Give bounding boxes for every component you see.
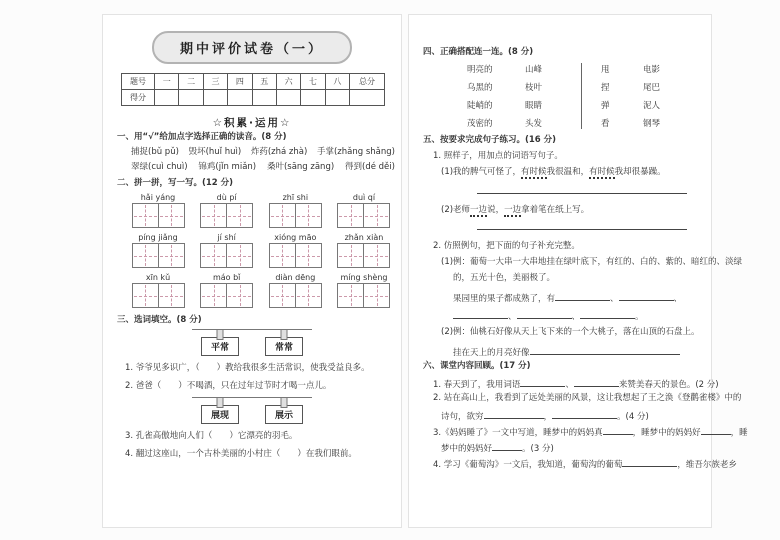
writing-grid <box>335 233 393 268</box>
sentence-part: ，维吾尔族老乡 <box>677 460 737 470</box>
match-item: 甩 <box>601 65 610 75</box>
fill-blank <box>619 291 674 301</box>
match-item: 看 <box>601 119 610 129</box>
s6-q3-line2 <box>441 441 554 455</box>
tianzige-cell <box>158 203 185 228</box>
tianzige-cell <box>269 283 296 308</box>
pinyin-choice-item: 得到(dé děi) <box>345 162 395 172</box>
sentence-part: 来赞美春天的景色。(2 分) <box>618 380 719 390</box>
score-empty-cell <box>155 90 179 106</box>
sentence-part: 梦中的妈妈好 <box>441 444 493 454</box>
tianzige-cell <box>269 203 296 228</box>
sentence-part: 诗句，欲穷 <box>441 412 484 422</box>
match-item: 钢琴 <box>643 119 661 129</box>
section-2-heading: 二、拼一拼，写一写。(12 分) <box>117 178 234 188</box>
sentence-part: ，睡 <box>730 428 748 438</box>
separator: ， <box>543 412 553 422</box>
pinyin-choice-item: 锦鸡(jǐn miǎn) <box>198 162 257 172</box>
tianzige-cell <box>363 283 390 308</box>
tianzige-cell <box>337 283 364 308</box>
tianzige-cell <box>295 283 322 308</box>
pinyin-choice-item: 炸药(zhá zhà) <box>250 147 308 157</box>
fill-sentence-3: 3. 孔雀高傲地向人们（ ）它漂亮的羽毛。 <box>125 431 298 441</box>
match-item: 尾巴 <box>643 83 661 93</box>
score-header-cell: 四 <box>228 74 252 90</box>
pinyin-label: zhǎn xiàn <box>344 233 384 242</box>
score-table <box>121 73 385 106</box>
title-wrap <box>103 31 401 64</box>
word-card: 展现 <box>201 405 239 424</box>
fill-blank <box>701 425 731 435</box>
emphasized-word: 一边 <box>504 205 522 215</box>
tianzige-cell <box>200 243 227 268</box>
word-cards-2 <box>103 405 401 424</box>
page-title: 期中评价试卷（一） <box>152 31 352 64</box>
match-item: 乌黑的 <box>467 83 493 93</box>
match-item: 山峰 <box>525 65 543 75</box>
sentence-part: 果园里的果子都成熟了，有 <box>453 294 556 304</box>
match-groupB-right <box>643 65 699 137</box>
score-table-header-row <box>122 74 385 90</box>
word-cards-1 <box>103 337 401 356</box>
s5-q1-example-2 <box>441 205 589 216</box>
pinyin-choice-item: 手掌(zhǎng shǎng) <box>316 147 395 157</box>
match-item: 泥人 <box>643 101 661 111</box>
separator: 、 <box>565 380 574 390</box>
match-groupB-left <box>601 65 631 137</box>
match-groupA-left <box>467 65 523 137</box>
fill-blank <box>622 457 677 467</box>
section-4-heading: 四、正确搭配连一连。(8 分) <box>423 47 534 57</box>
tianzige-cell <box>132 243 159 268</box>
exam-page-left <box>102 14 402 528</box>
s5-q2-example-1-line2: 的，五光十色，美丽极了。 <box>453 273 556 283</box>
s5-q2-example-1-line1: (1)例：葡萄一大串一大串地挂在绿叶底下，有红的、白的、紫的、暗红的、淡绿 <box>441 257 743 267</box>
sentence-part: ，睡梦中的妈妈好 <box>632 428 701 438</box>
s5-q1-prompt: 1. 照样子，用加点的词语写句子。 <box>433 151 563 161</box>
writing-grid-row-3 <box>129 273 393 308</box>
separator: 、 <box>571 312 581 322</box>
sentence-part: (1)我的脾气可怪了， <box>441 167 522 177</box>
match-divider <box>581 63 582 129</box>
word-card: 展示 <box>265 405 303 424</box>
sentence-part: 1. 春天到了，我用词语 <box>433 380 521 390</box>
score-empty-cell <box>179 90 203 106</box>
tianzige-cell <box>226 203 253 228</box>
fill-blank <box>484 409 544 419</box>
tianzige-cell <box>363 243 390 268</box>
pinyin-label: xióng māo <box>274 233 317 242</box>
fill-sentence-1: 1. 爷爷见多识广，（ ）教给我很多生活常识，使我受益良多。 <box>125 363 370 373</box>
tianzige-cell <box>269 243 296 268</box>
separator: 、 <box>673 294 683 304</box>
tianzige-cell <box>158 243 185 268</box>
fill-blank <box>492 441 522 451</box>
s5-q2-example-2: (2)例：仙桃石好像从天上飞下来的一个大桃子，落在山顶的石盘上。 <box>441 327 700 337</box>
s5-q2-fill-line3 <box>453 345 680 359</box>
match-item: 茂密的 <box>467 119 493 129</box>
tianzige-cell <box>226 243 253 268</box>
writing-grid <box>266 273 324 308</box>
emphasized-word: 有时候 <box>589 167 615 177</box>
tianzige-cell <box>132 283 159 308</box>
sentence-part: 。(3 分) <box>522 444 554 454</box>
pinyin-choice-item: 桑叶(sāng zāng) <box>266 162 335 172</box>
writing-grid <box>129 273 187 308</box>
tianzige-cell <box>200 283 227 308</box>
tianzige-cell <box>158 283 185 308</box>
writing-grid <box>335 193 393 228</box>
writing-grid <box>266 193 324 228</box>
sentence-part: 拿着笔在纸上写。 <box>521 205 590 215</box>
s6-q2-line1: 2. 站在高山上，我看到了远处美丽的风景，这让我想起了王之涣《登鹳雀楼》中的 <box>433 393 742 403</box>
score-header-cell: 三 <box>203 74 227 90</box>
tianzige-cell <box>295 203 322 228</box>
fill-blank <box>574 377 619 387</box>
fill-blank <box>580 309 635 319</box>
score-empty-cell <box>203 90 227 106</box>
pinyin-choice-item: 捕捉(bǔ pǔ) <box>131 147 179 157</box>
fill-sentence-4: 4. 翻过这座山，一个古朴美丽的小村庄（ ）在我们眼前。 <box>125 449 357 459</box>
pinyin-label: zhī shi <box>282 193 309 202</box>
match-item: 头发 <box>525 119 543 129</box>
match-groupA-right <box>525 65 581 137</box>
match-item: 电影 <box>643 65 661 75</box>
s6-q3-line1 <box>433 425 748 439</box>
pinyin-label: píng jiǎng <box>138 233 178 242</box>
writing-grid <box>266 233 324 268</box>
tianzige-cell <box>363 203 390 228</box>
tianzige-cell <box>337 243 364 268</box>
word-card: 常常 <box>265 337 303 356</box>
s5-q2-fill-line1 <box>453 291 682 305</box>
fill-sentence-2: 2. 爸爸（ ）不喝酒，只在过年过节时才喝一点儿。 <box>125 381 332 391</box>
tianzige-cell <box>337 203 364 228</box>
score-header-cell: 八 <box>325 74 349 90</box>
sentence-part: 挂在天上的月亮好像 <box>453 348 530 358</box>
match-item: 眼睛 <box>525 101 543 111</box>
separator: 、 <box>508 312 517 322</box>
tianzige-cell <box>295 243 322 268</box>
emphasized-word: 有时候 <box>521 167 547 177</box>
score-header-cell: 七 <box>301 74 325 90</box>
tianzige-cell <box>200 203 227 228</box>
s6-q2-line2 <box>441 409 649 423</box>
fill-blank <box>517 309 572 319</box>
pinyin-choice-row-2 <box>131 162 395 173</box>
pinyin-choice-row-1 <box>131 147 395 158</box>
score-header-cell: 二 <box>179 74 203 90</box>
score-empty-cell <box>228 90 252 106</box>
fill-blank <box>552 409 617 419</box>
pinyin-label: duì qí <box>352 193 376 202</box>
writing-grid <box>335 273 393 308</box>
pinyin-choice-item: 翠绿(cuì chuì) <box>131 162 188 172</box>
score-empty-cell <box>325 90 349 106</box>
s6-q1 <box>433 377 719 391</box>
separator: 、 <box>610 294 619 304</box>
writing-grid <box>198 193 256 228</box>
pinyin-label: dù pí <box>216 193 237 202</box>
s5-q2-fill-line2 <box>453 309 644 323</box>
writing-grid <box>198 273 256 308</box>
sentence-part: (2)老师 <box>441 205 471 215</box>
fill-blank <box>555 291 610 301</box>
score-header-cell: 五 <box>252 74 276 90</box>
pinyin-label: diàn dēng <box>275 273 316 282</box>
writing-grid <box>129 193 187 228</box>
score-empty-cell <box>252 90 276 106</box>
score-header-cell: 一 <box>155 74 179 90</box>
sentence-part: 说， <box>487 205 505 215</box>
score-label-cell: 得分 <box>122 90 155 106</box>
pinyin-label: jí shí <box>217 233 236 242</box>
score-header-cell: 总分 <box>350 74 385 90</box>
exam-page-right <box>408 14 748 528</box>
answer-line <box>477 229 687 230</box>
score-table-score-row <box>122 90 385 106</box>
s5-q2-prompt: 2. 仿照例句，把下面的句子补充完整。 <box>433 241 580 251</box>
separator: 。 <box>635 312 644 322</box>
match-item: 陡峭的 <box>467 101 493 111</box>
match-item: 捏 <box>601 83 610 93</box>
score-header-cell: 题号 <box>122 74 155 90</box>
emphasized-word: 一边 <box>470 205 488 215</box>
score-header-cell: 六 <box>276 74 300 90</box>
fill-blank <box>530 345 680 355</box>
pinyin-label: máo bǐ <box>212 273 241 282</box>
pinyin-choice-item: 毁坏(huǐ huì) <box>188 147 242 157</box>
sentence-part: 4. 学习《葡萄沟》一文后，我知道，葡萄沟的葡萄 <box>433 460 623 470</box>
s6-q4 <box>433 457 737 471</box>
section-banner: ☆积累·运用☆ <box>212 117 292 129</box>
section-5-heading: 五、按要求完成句子练习。(16 分) <box>423 135 557 145</box>
score-empty-cell <box>350 90 385 106</box>
fill-blank <box>603 425 633 435</box>
match-item: 弹 <box>601 101 610 111</box>
tianzige-cell <box>132 203 159 228</box>
pinyin-label: míng shèng <box>340 273 388 282</box>
score-empty-cell <box>276 90 300 106</box>
sentence-part: 。(4 分) <box>617 412 649 422</box>
section-6-heading: 六、课堂内容回顾。(17 分) <box>423 361 531 371</box>
writing-grid-row-2 <box>129 233 393 268</box>
section-1-heading: 一、用“√”给加点字选择正确的读音。(8 分) <box>117 132 287 142</box>
score-empty-cell <box>301 90 325 106</box>
match-item: 明亮的 <box>467 65 493 75</box>
section-3-heading: 三、选词填空。(8 分) <box>117 315 202 325</box>
word-card: 平常 <box>201 337 239 356</box>
sentence-part: 我却很暴躁。 <box>614 167 666 177</box>
writing-grid <box>129 233 187 268</box>
answer-line <box>477 193 687 194</box>
sentence-part: 3.《妈妈睡了》一文中写道，睡梦中的妈妈真 <box>433 428 603 438</box>
sentence-part: 我很温和， <box>546 167 590 177</box>
pinyin-label: xīn kǔ <box>145 273 171 282</box>
fill-blank <box>453 309 508 319</box>
tianzige-cell <box>226 283 253 308</box>
s5-q1-example-1 <box>441 167 666 178</box>
fill-blank <box>520 377 565 387</box>
writing-grid <box>198 233 256 268</box>
match-item: 枝叶 <box>525 83 543 93</box>
pinyin-label: hǎi yáng <box>140 193 176 202</box>
writing-grid-row-1 <box>129 193 393 228</box>
